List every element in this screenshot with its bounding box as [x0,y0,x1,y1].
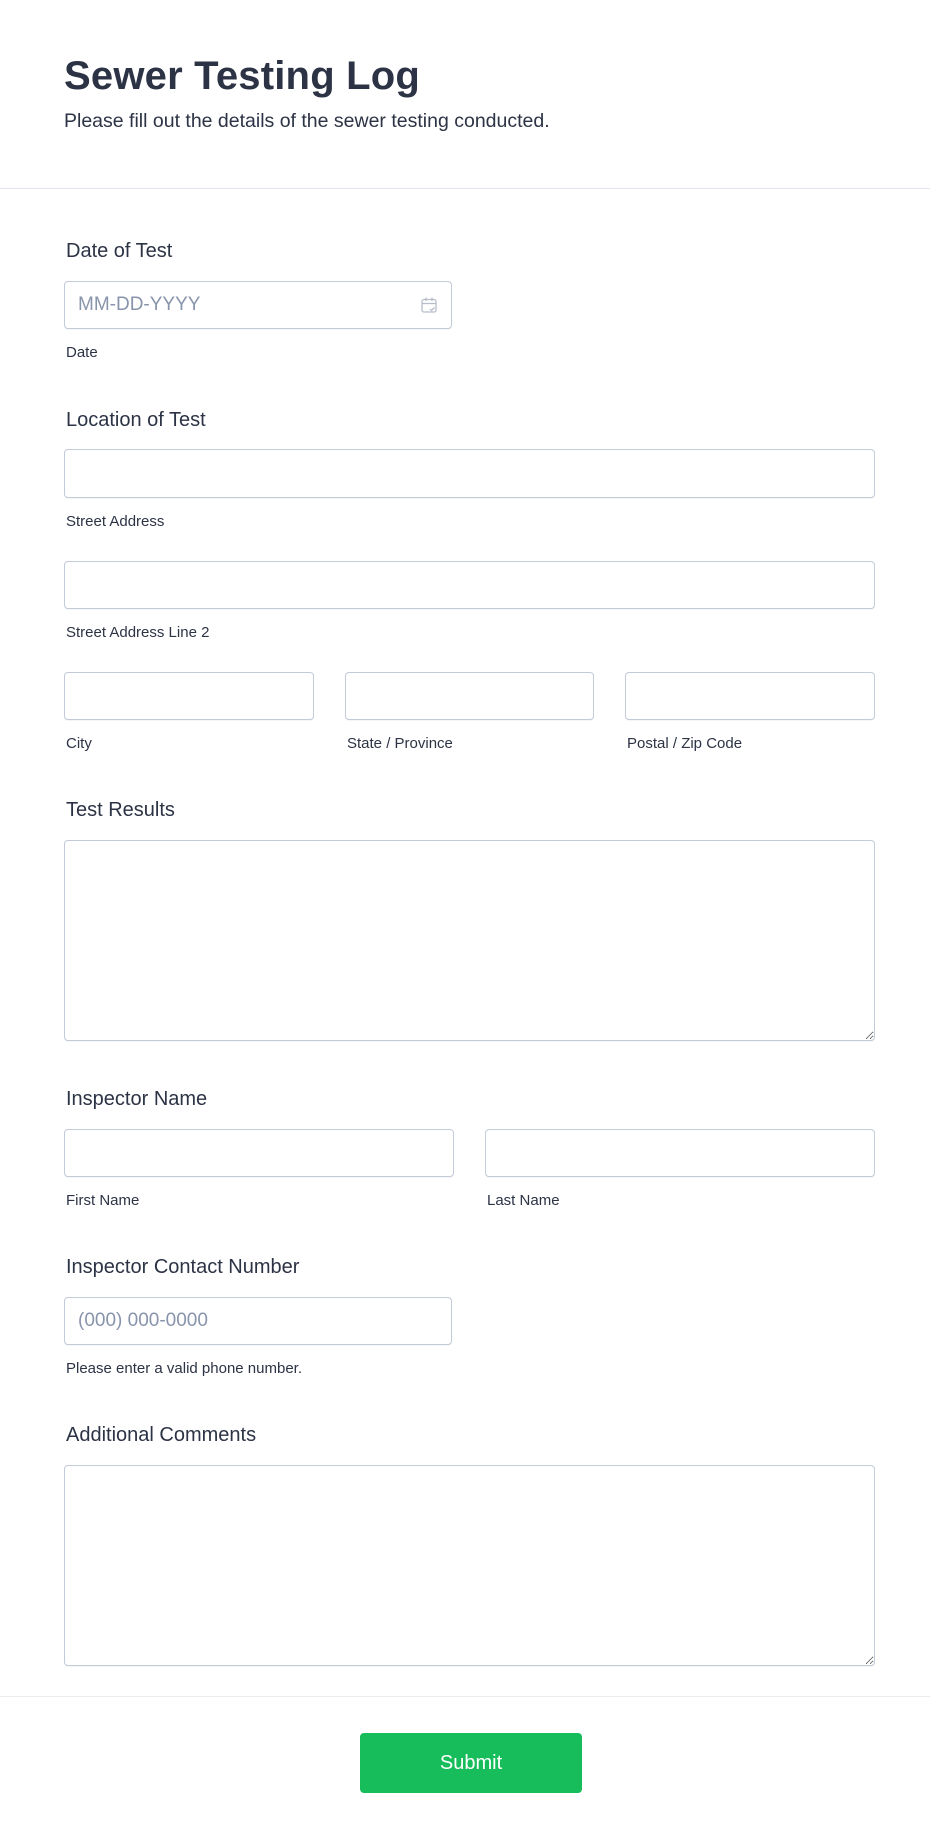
city-sublabel: City [66,735,92,752]
street-address-sublabel: Street Address [66,513,165,530]
date-input[interactable] [64,281,452,329]
phone-hint: Please enter a valid phone number. [66,1360,302,1377]
street-address-line2-sublabel: Street Address Line 2 [66,624,210,641]
additional-comments-textarea[interactable] [64,1465,875,1666]
street-address-line2-input[interactable] [64,561,875,609]
form-title: Sewer Testing Log [64,54,421,98]
city-input[interactable] [64,672,314,720]
street-address-input[interactable] [64,449,875,498]
postal-zip-input[interactable] [625,672,875,720]
last-name-input[interactable] [485,1129,875,1177]
first-name-sublabel: First Name [66,1192,140,1209]
test-results-textarea[interactable] [64,840,875,1041]
postal-zip-sublabel: Postal / Zip Code [627,735,743,752]
form-subtitle: Please fill out the details of the sewer testing conducted. [64,110,550,132]
inspector-contact-label: Inspector Contact Number [66,1256,300,1278]
location-of-test-label: Location of Test [66,409,206,431]
date-of-test-label: Date of Test [66,240,173,262]
first-name-input[interactable] [64,1129,454,1177]
footer-divider [0,1696,930,1697]
inspector-name-label: Inspector Name [66,1088,208,1110]
state-province-input[interactable] [345,672,594,720]
additional-comments-label: Additional Comments [66,1424,257,1446]
test-results-label: Test Results [66,799,175,821]
phone-input[interactable] [64,1297,452,1345]
date-sublabel: Date [66,344,98,361]
state-province-sublabel: State / Province [347,735,453,752]
submit-button[interactable]: Submit [360,1733,582,1793]
last-name-sublabel: Last Name [487,1192,560,1209]
header-divider [0,188,930,189]
calendar-icon[interactable] [420,296,438,314]
